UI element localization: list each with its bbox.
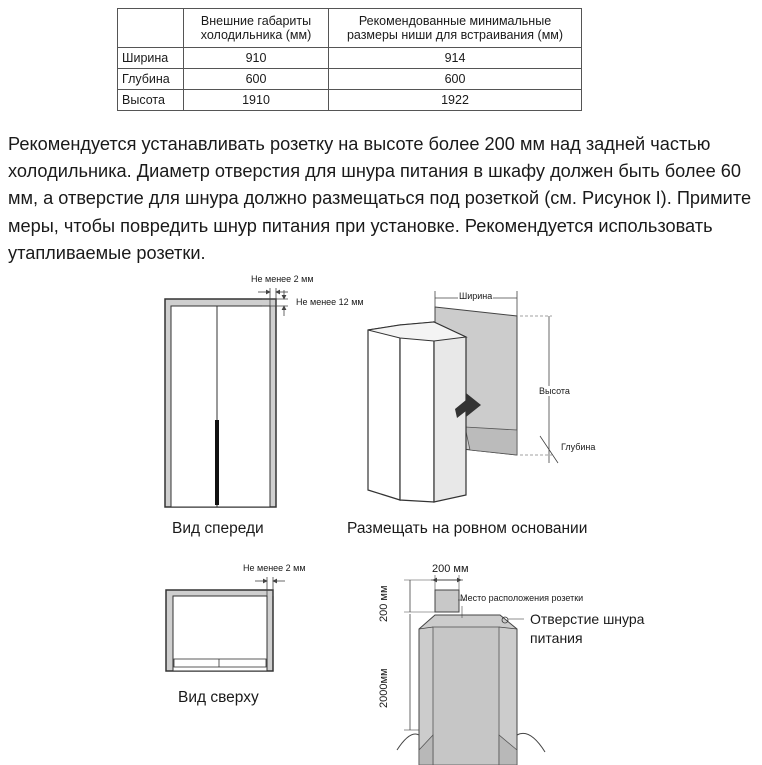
outer-value: 1910 — [184, 90, 329, 111]
top-gap-label: Не менее 2 мм — [243, 563, 306, 573]
level-placement-diagram — [368, 291, 558, 502]
cord-hole-label: Отверстие шнура питания — [530, 611, 645, 646]
front-view-caption: Вид спереди — [172, 520, 264, 537]
outer-value: 910 — [184, 48, 329, 69]
socket-place-label: Место расположения розетки — [460, 593, 584, 603]
row-label: Ширина — [118, 48, 184, 69]
outer-value: 600 — [184, 69, 329, 90]
top-view-caption: Вид сверху — [178, 689, 259, 706]
front-gap-top-label: Не менее 2 мм — [251, 274, 314, 284]
row-label: Высота — [118, 90, 184, 111]
socket-location-diagram — [397, 575, 545, 765]
niche-value: 914 — [329, 48, 582, 69]
niche-value: 600 — [329, 69, 582, 90]
socket-height-above-label: 200 мм — [378, 585, 390, 622]
header-outer-text: Внешние габариты холодильника (мм) — [200, 14, 312, 42]
front-view-diagram — [165, 288, 288, 507]
front-gap-side-label: Не менее 12 мм — [296, 297, 364, 307]
socket-width-label: 200 мм — [432, 563, 469, 575]
row-label: Глубина — [118, 69, 184, 90]
width-label: Ширина — [459, 291, 493, 301]
header-niche-text: Рекомендованные минимальные размеры ниши для встраивания (мм) — [346, 14, 564, 42]
top-view-diagram — [166, 577, 285, 671]
niche-value: 1922 — [329, 90, 582, 111]
depth-label: Глубина — [561, 442, 596, 452]
installation-paragraph: Рекомендуется устанавливать розетку на высоте более 200 мм над задней частью холодильника. Диаметр отверстия для шнура питания в шкафу должен быть более 60 мм, а отверстие для шнура должно размещаться под розеткой (см. Рисунок I). Примите меры, чтобы повредить шнур питания при установке. Рекомендуется использовать утапливаемые розетки. — [8, 134, 752, 263]
total-height-label: 2000мм — [378, 668, 390, 708]
level-placement-caption: Размещать на ровном основании — [347, 520, 588, 537]
height-label: Высота — [539, 386, 570, 396]
